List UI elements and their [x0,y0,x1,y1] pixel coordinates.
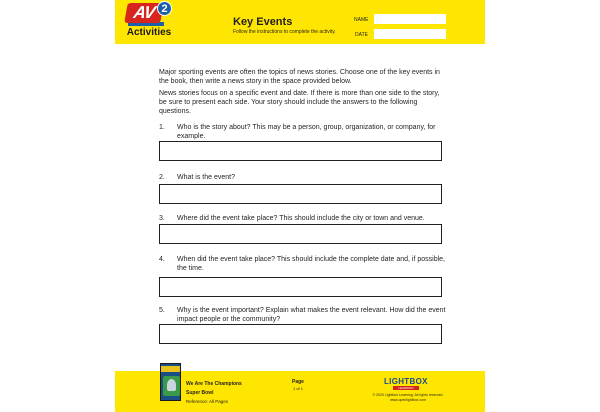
book-reference: Reference: All Pages [186,399,229,404]
name-label: NAME [354,17,369,23]
header-bar [115,0,485,44]
answer-box-2[interactable] [159,184,442,204]
book-title: We Are The Champions [186,381,242,387]
question-number: 3. [159,215,165,222]
question-text: When did the event take place? This should include the complete date and, if possible, the time. [177,256,445,272]
copyright-text: © 2020 Lightbox Learning. All rights reserved. [372,393,444,397]
cover-trophy-icon [167,379,176,391]
intro-paragraph-1: Major sporting events are often the topics of news stories. Choose one of the key events in the book, then write a news story in the space provided below. [159,69,440,85]
av2-logo-mark [126,3,172,25]
intro-paragraph-2: News stories focus on a specific event and date. If there is more than one side to the story, be sure to present each side. Your story should include the answers to the following questions. [159,90,440,115]
page-count: 1 of 1 [292,386,303,391]
page-title: Key Events [233,16,293,28]
website-link[interactable]: www.openlightbox.com [390,398,426,402]
question-text: What is the event? [177,174,235,181]
answer-box-3[interactable] [159,224,442,244]
cover-title-band [161,366,181,372]
question-number: 1. [159,124,165,131]
lightbox-logo-tag: LEARNING [393,386,419,390]
answer-box-5[interactable] [159,324,442,344]
date-label: DATE [355,32,368,38]
question-number: 5. [159,307,165,314]
question-text: Why is the event important? Explain what makes the event relevant. How did the event impact people or the community? [177,307,446,323]
name-field[interactable] [374,14,446,24]
logo-activities-label: Activities [126,27,172,38]
question-text: Who is the story about? This may be a person, group, organization, or company, for example. [177,124,436,140]
lightbox-logo: LIGHTBOX [384,377,428,386]
logo-av-text: AV [124,3,164,23]
av2-logo [120,3,178,41]
page-subtitle: Follow the instructions to complete the activity. [233,29,336,35]
title-block [233,16,336,36]
logo-two-badge: 2 [157,1,172,16]
date-field[interactable] [374,29,446,39]
page-indicator [288,379,308,392]
page-label: Page [292,379,304,385]
copyright-notice [363,393,453,403]
book-cover-thumbnail [160,363,181,401]
answer-box-4[interactable] [159,277,442,297]
question-text: Where did the event take place? This should include the city or town and venue. [177,215,425,222]
answer-box-1[interactable] [159,141,442,161]
question-number: 4. [159,256,165,263]
book-subtitle: Super Bowl [186,390,214,396]
question-number: 2. [159,174,165,181]
worksheet-page [115,0,485,412]
